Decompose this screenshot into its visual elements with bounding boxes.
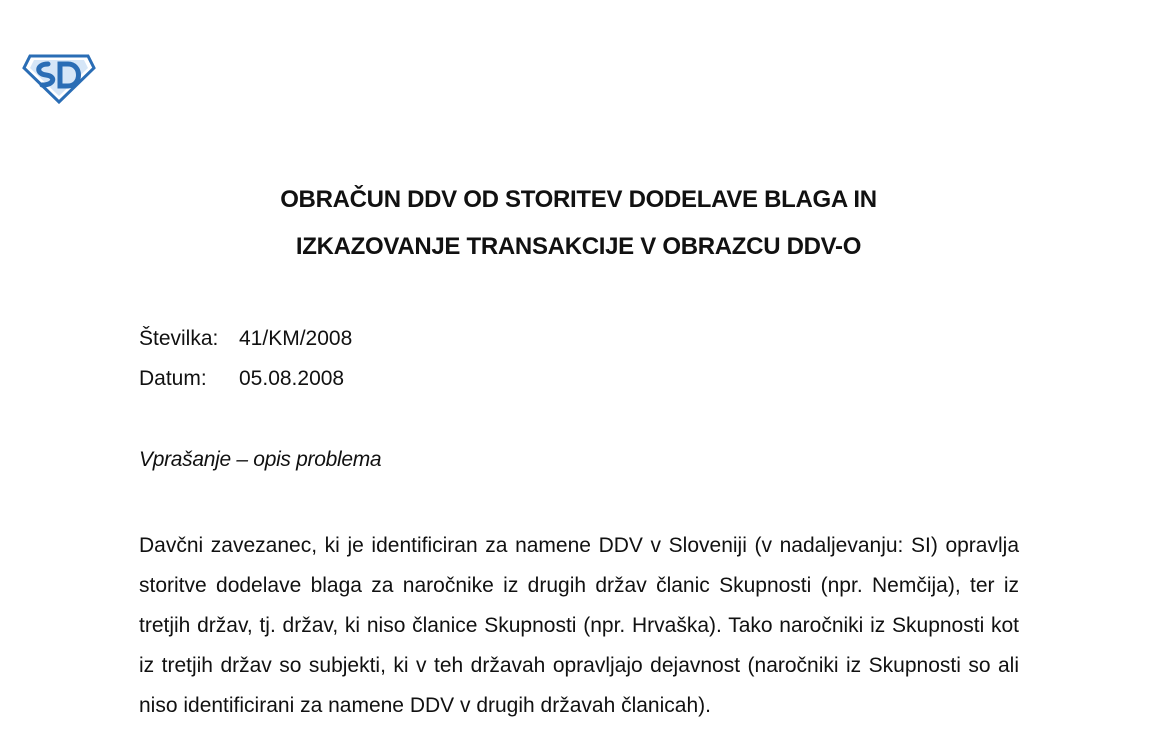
number-value: 41/KM/2008: [239, 327, 353, 350]
section-heading: Vprašanje – opis problema: [139, 448, 382, 471]
sd-logo-icon: [22, 48, 96, 104]
document-number-row: [139, 326, 352, 352]
number-label: Številka:: [139, 327, 219, 350]
date-label: Datum:: [139, 367, 207, 390]
body-paragraph: Davčni zavezanec, ki je identificiran za namene DDV v Sloveniji (v nadaljevanju: SI) opravlja storitve dodelave blaga za naročnike iz drugih držav članic Skupnosti (npr. Nemčija), ter iz tretjih držav, tj. držav, ki niso članice Skupnosti (npr. Hrvaška). Tako naročniki iz Skupnosti kot iz tretjih držav so subjekti, ki v teh državah opravljajo dejavnost (naročniki iz Skupnosti so ali niso identificirani za namene DDV v drugih državah članicah).: [139, 534, 1019, 717]
document-title-line2: IZKAZOVANJE TRANSAKCIJE V OBRAZCU DDV-O: [295, 233, 862, 260]
document-date-row: [139, 366, 344, 392]
document-title-line1: OBRAČUN DDV OD STORITEV DODELAVE BLAGA IN: [280, 186, 877, 213]
date-value: 05.08.2008: [239, 367, 345, 390]
